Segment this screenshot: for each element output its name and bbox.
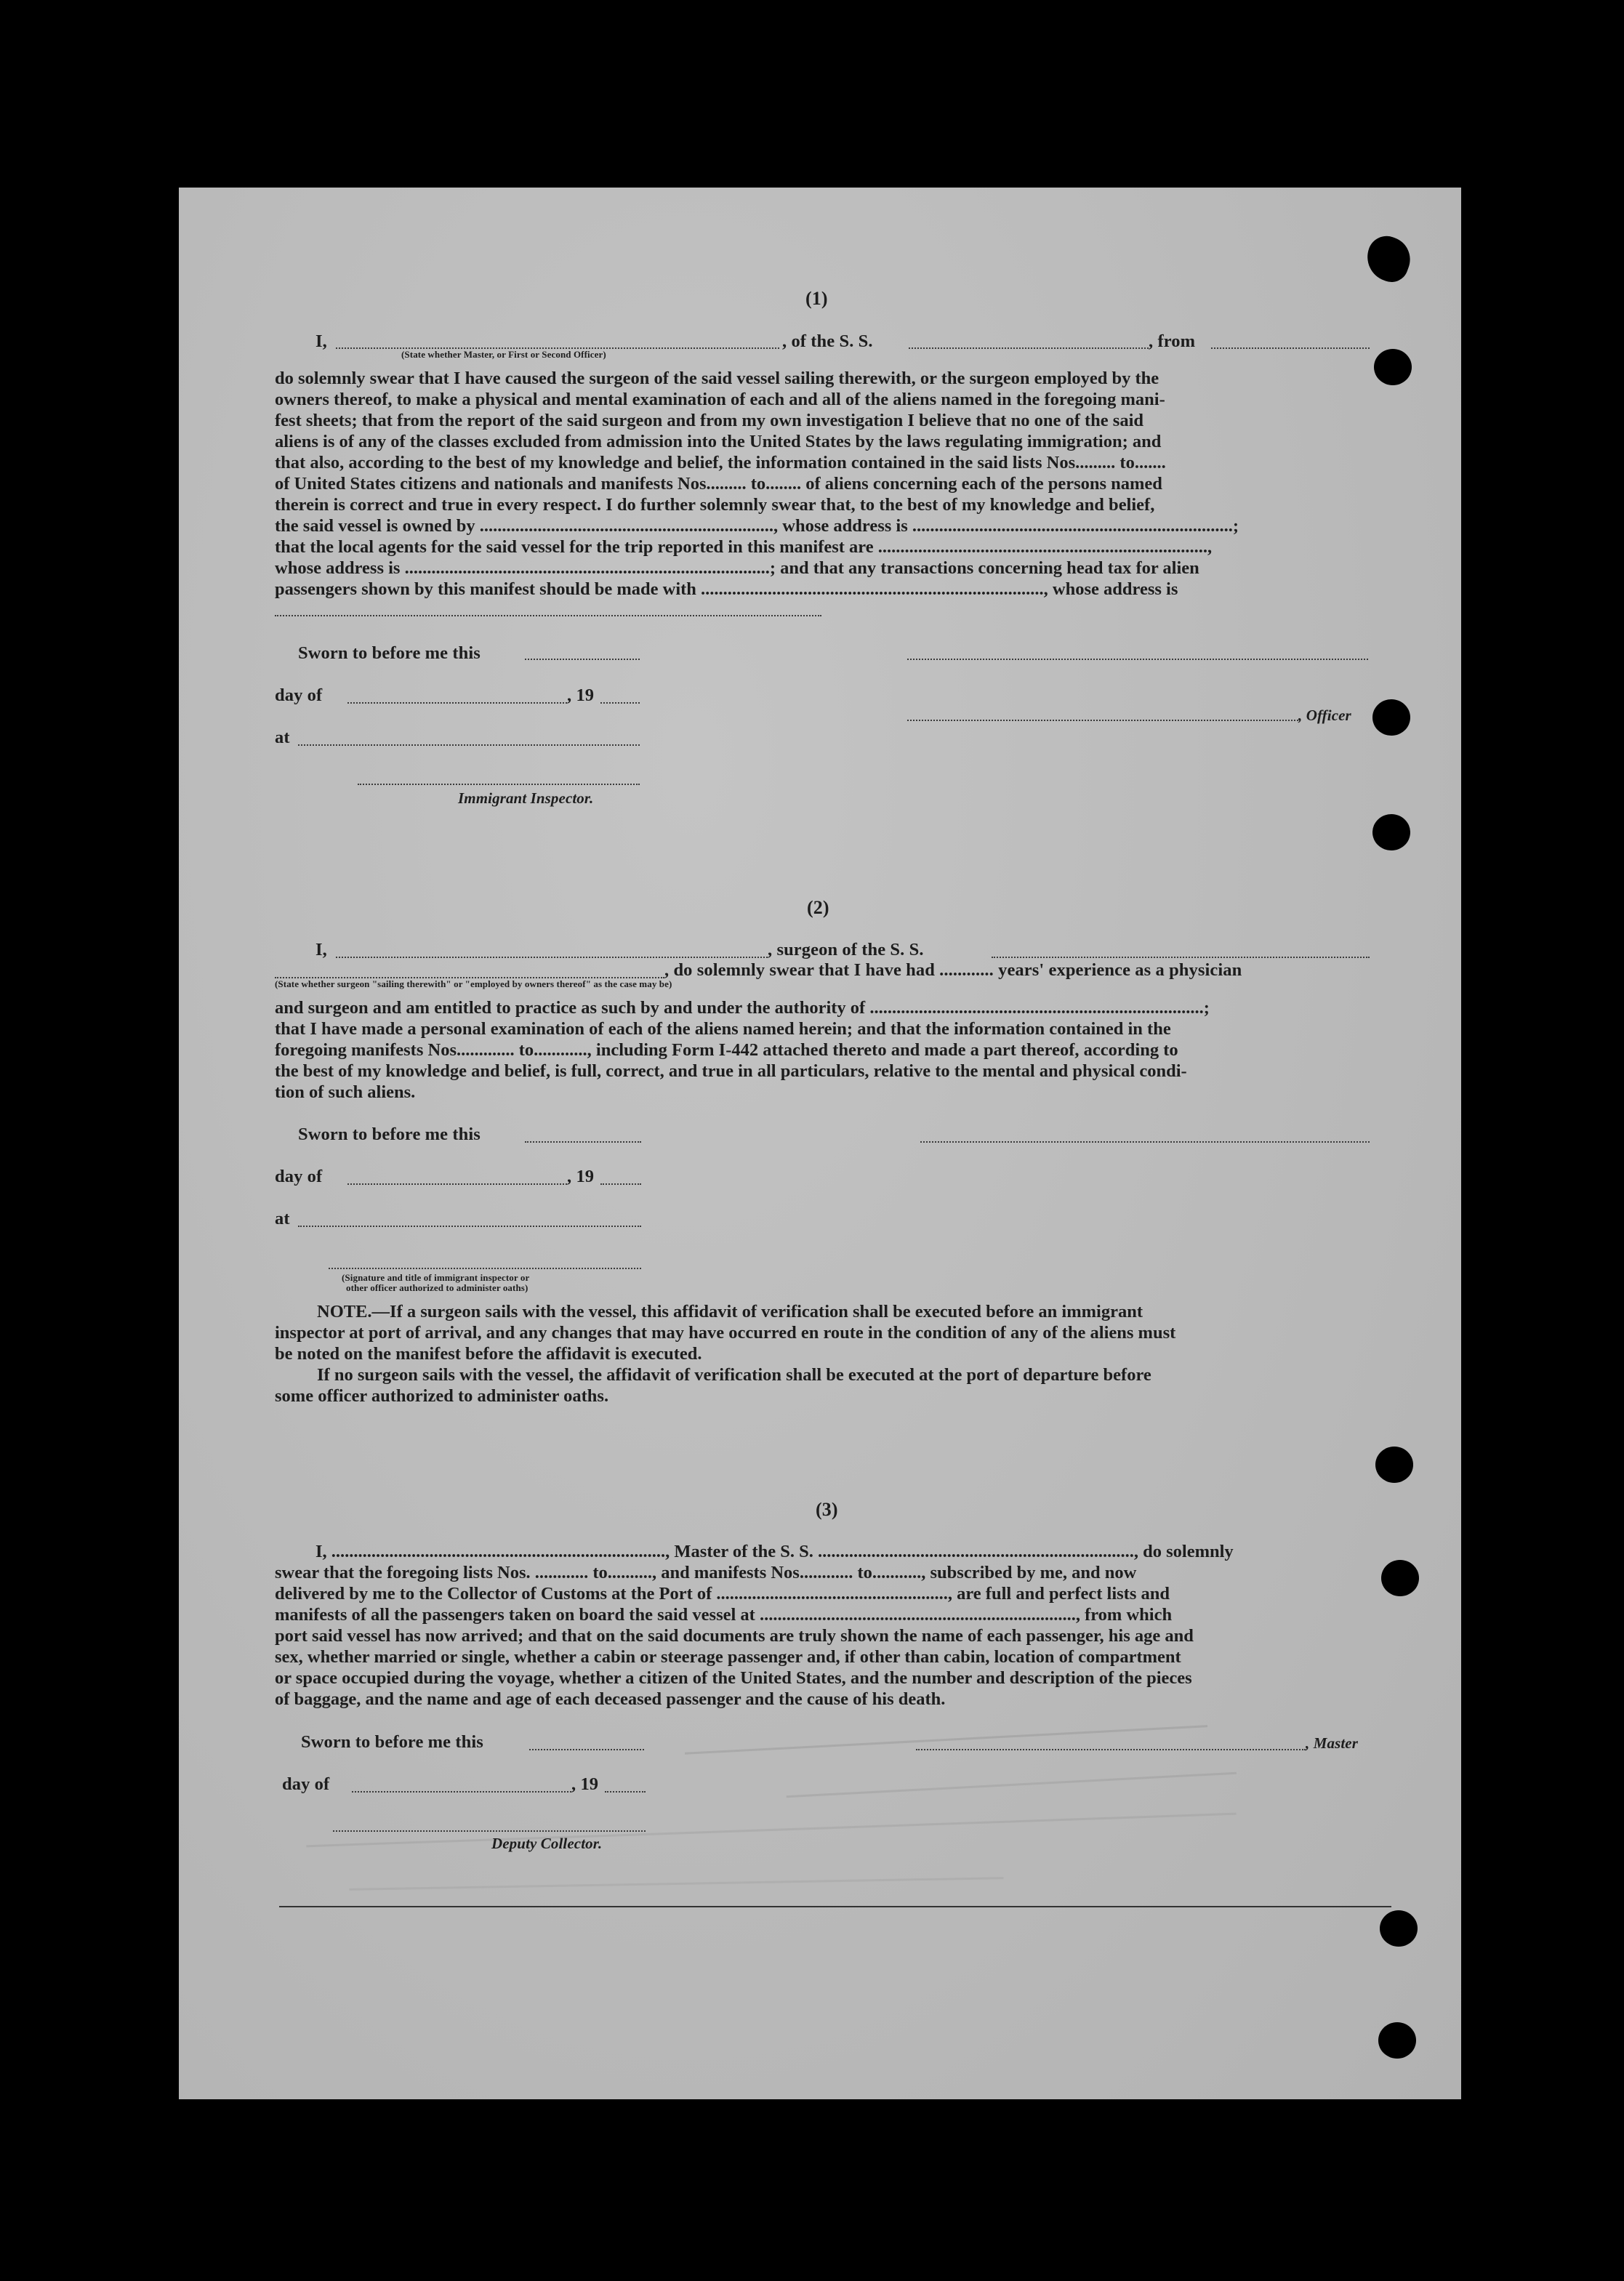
blank-line (1211, 347, 1370, 349)
sworn-label: Sworn to before me this (298, 1125, 481, 1144)
signature-line (329, 1268, 641, 1269)
signature-caption: (Signature and title of immigrant inspector or (342, 1272, 530, 1283)
collector-label: Deputy Collector. (491, 1835, 603, 1852)
field-caption: (State whether surgeon "sailing therewith" or "employed by owners thereof" as the case may be) (275, 978, 672, 989)
day-of-label: day of (282, 1774, 330, 1794)
punch-hole (1372, 699, 1410, 736)
section-number: (2) (807, 897, 829, 918)
oath-line-vessel: , of the S. S. (782, 331, 873, 351)
signature-caption: other officer authorized to administer oaths) (346, 1282, 528, 1293)
master-label: , Master (1306, 1734, 1358, 1752)
at-label: at (275, 728, 290, 747)
punch-hole (1380, 1910, 1418, 1947)
punch-hole (1378, 2022, 1416, 2059)
section-number: (3) (816, 1499, 838, 1520)
blank-line (275, 615, 821, 616)
oath-line-start: I, (315, 940, 327, 960)
year-label: , 19 (567, 685, 595, 705)
blank-line (525, 659, 640, 660)
note-paragraph: NOTE.—If a surgeon sails with the vessel, this affidavit of verification shall be executed before an immigrant inspector at port of arrival, and any changes that may have occurred en route in the condition of any of the aliens must be noted on the manifest before the affidavit is executed. If no surgeon sails with the vessel, the affidavit of verification shall be executed at the port of departure before some officer authorized to administer oaths. (275, 1302, 1176, 1406)
blank-line (347, 702, 567, 704)
sworn-label: Sworn to before me this (298, 643, 481, 663)
field-caption: (State whether Master, or First or Second Officer) (401, 349, 606, 360)
oath-line-experience: , do solemnly swear that I have had ............ years' experience as a physician (664, 960, 1242, 980)
year-label: , 19 (567, 1167, 595, 1186)
punch-hole (1375, 1447, 1413, 1483)
blank-line (336, 957, 768, 958)
oath-paragraph: do solemnly swear that I have caused the surgeon of the said vessel sailing therewith, or the surgeon employed by the owners thereof, to make a physical and mental examination of each and all of the aliens named in the foregoing mani- fest sheets; that from the report of the said surgeon and from my own investigation I believe that no one of the said aliens is of any of the classes excluded from admission into the United States by the laws regulating immigration; and that also, according to the best of my knowledge and belief, the information contained in the said lists Nos......... to....... of United States citizens and nationals and manifests Nos......... to........ of aliens concerning each of the persons named therein is correct and true in every respect. I do further solemnly swear that, to the best of my knowledge and belief, the said vessel is owned by .................................................................., whose address is ........................................................................; that the local agents for the said vessel for the trip reported in this manifest are .........................................................................., whose address is ..................................................................................; and that any transactions concerning head tax for alien passengers shown by this manifest should be made with ............................................................................., whose address is (275, 369, 1239, 599)
sworn-label: Sworn to before me this (301, 1732, 483, 1752)
punch-hole (1381, 1560, 1419, 1596)
day-of-label: day of (275, 1167, 323, 1186)
blank-line (529, 1749, 644, 1750)
blank-line (600, 702, 640, 704)
signature-line (916, 1749, 1306, 1750)
blank-line (298, 1226, 641, 1227)
signature-line (358, 784, 640, 785)
day-of-label: day of (275, 685, 323, 705)
inspector-label: Immigrant Inspector. (458, 789, 594, 807)
oath-paragraph: and surgeon and am entitled to practice as such by and under the authority of ...........................................................................; that I have made a personal examination of each of the aliens named herein; and that the information contained in the foregoing manifests Nos............. to............, including Form I-442 attached thereto and made a part thereof, according to the best of my knowledge and belief, is full, correct, and true in all particulars, relative to the mental and physical condi- tion of such aliens. (275, 998, 1210, 1102)
blank-line (992, 957, 1370, 958)
oath-line-from: , from (1149, 331, 1196, 351)
officer-label: , Officer (1298, 707, 1351, 724)
signature-line (907, 720, 1298, 721)
punch-hole (1372, 814, 1410, 850)
signature-line (333, 1830, 646, 1832)
at-label: at (275, 1209, 290, 1228)
punch-hole (1374, 349, 1412, 385)
blank-line (525, 1141, 641, 1143)
blank-line (600, 1183, 641, 1185)
blank-line (298, 744, 640, 746)
blank-line (347, 1183, 567, 1185)
bottom-rule (279, 1906, 1391, 1907)
signature-line (907, 659, 1368, 660)
blank-line (605, 1791, 646, 1793)
year-label: , 19 (571, 1774, 599, 1794)
blank-line (352, 1791, 571, 1793)
blank-line (909, 347, 1149, 349)
oath-line-start: I, (315, 331, 327, 351)
oath-line-surgeon: , surgeon of the S. S. (768, 940, 924, 960)
oath-paragraph: I, ..........................................................................., Master of the S. S. ......................................................................., do solemnly swear that the foregoing lists Nos. ............ to.........., and manifests Nos............ to..........., subscribed by me, and now delivered by me to the Collector of Customs at the Port of ...................................................., are full and perfect lists and manifests of all the passengers taken on board the said vessel at ......................................................................., from which port said vessel has now arrived; and that on the said documents are truly shown the name of each passenger, his age and sex, whether married or single, whether a cabin or steerage passenger and, if other than cabin, location of compartment or space occupied during the voyage, whether a citizen of the United States, and the number and description of the pieces of baggage, and the name and age of each deceased passenger and the cause of his death. (275, 1542, 1234, 1709)
section-number: (1) (805, 288, 828, 309)
signature-line (920, 1141, 1370, 1143)
